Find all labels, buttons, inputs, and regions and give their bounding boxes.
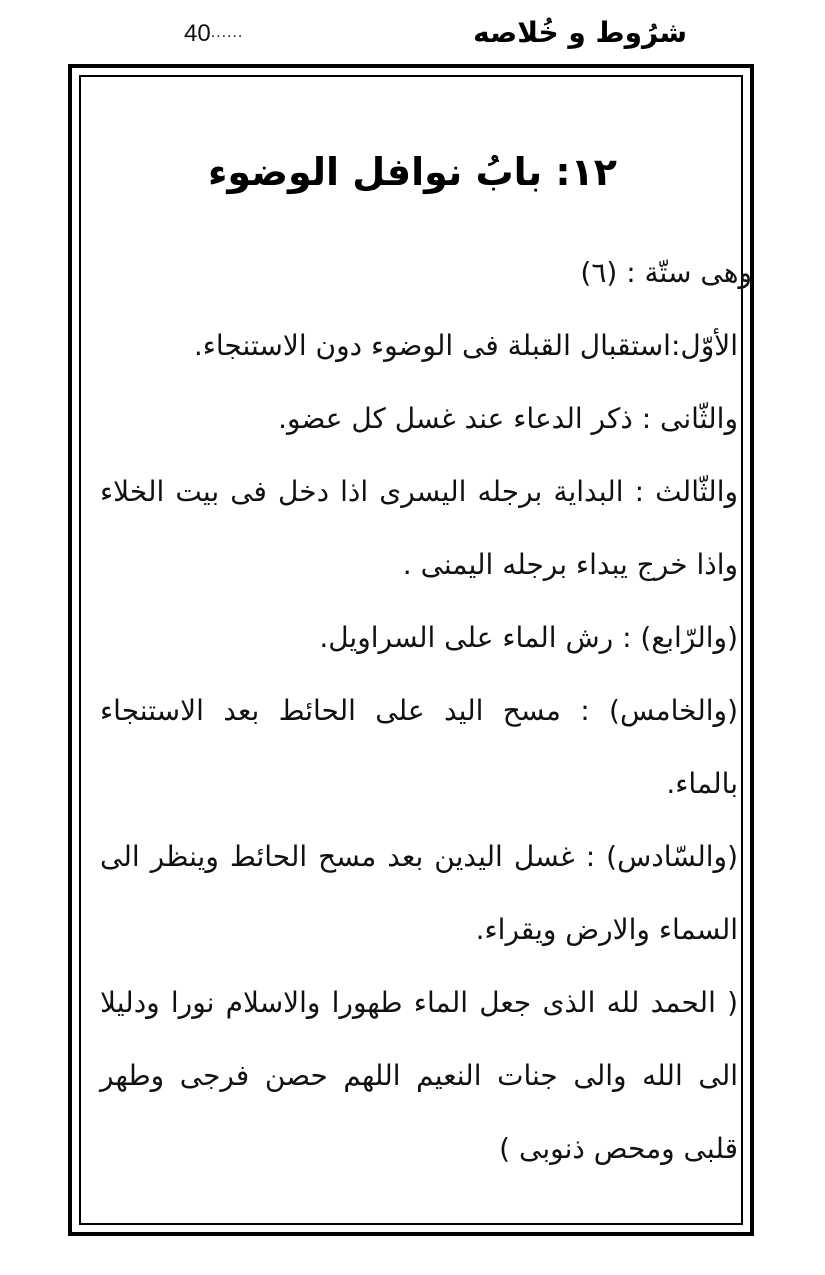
page-number — [184, 20, 243, 48]
intro-line: وهى ستّة : (٦) — [580, 256, 752, 289]
list-item: (والخامس) : مسح اليد على الحائط بعد الاستنجاء بالماء. — [100, 694, 738, 800]
chapter-title: ١٢: بابُ نوافل الوضوء — [207, 150, 617, 194]
list-item: ( الحمد لله الذى جعل الماء طهورا والاسلام نورا ودليلا الى الله والى جنات النعيم اللهم حصن فرجى وطهر قلبى ومحص ذنوبى ) — [100, 986, 738, 1165]
chapter-body — [100, 236, 752, 1185]
page-number-dots: ...... — [210, 24, 244, 41]
page-number-value: 40 — [184, 20, 211, 47]
list-item: والثّانى : ذكر الدعاء عند غسل كل عضو. — [278, 402, 738, 435]
page-header — [0, 14, 825, 58]
book-title: شرُوط و خُلاصه — [473, 16, 687, 49]
list-item: والثّالث : البداية برجله اليسرى اذا دخل فى بيت الخلاء واذا خرج يبداء برجله اليمنى . — [100, 475, 738, 581]
list-item: (والسّادس) : غسل اليدين بعد مسح الحائط وينظر الى السماء والارض ويقراء. — [100, 840, 738, 946]
list-item: (والرّابع) : رش الماء على السراويل. — [319, 621, 738, 654]
list-item: الأوّل:استقبال القبلة فى الوضوء دون الاستنجاء. — [193, 329, 738, 362]
